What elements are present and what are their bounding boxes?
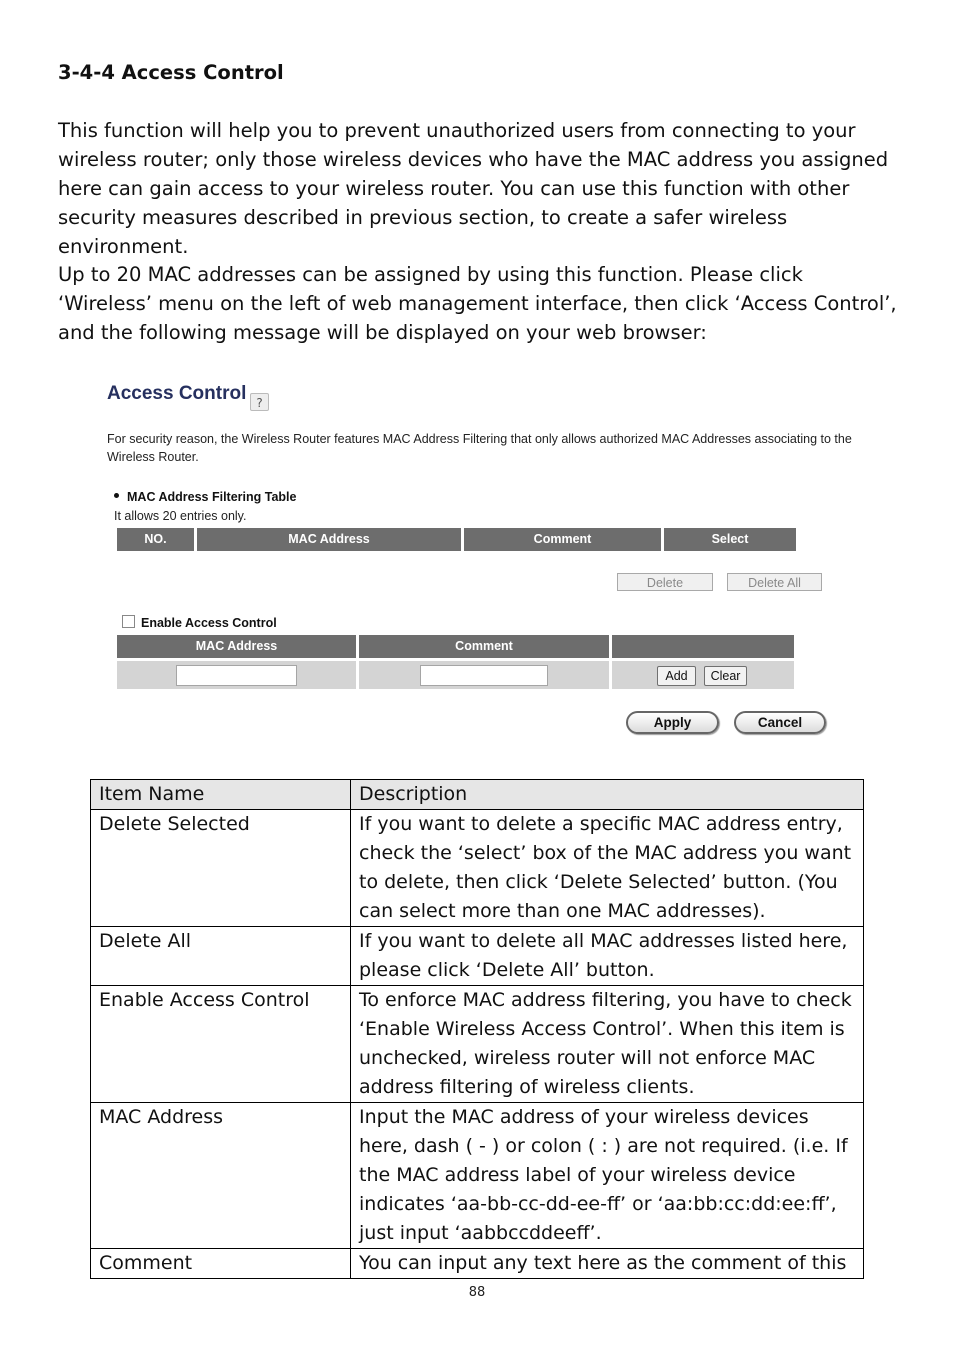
item-description: You can input any text here as the comment of this: [351, 1249, 864, 1279]
ui-description: For security reason, the Wireless Router features MAC Address Filtering that only allows authorized MAC Addresses associating to the Wireless Router.: [107, 432, 852, 464]
item-name: Delete Selected: [91, 810, 351, 927]
item-name: Comment: [91, 1249, 351, 1279]
enable-access-control-checkbox[interactable]: [122, 615, 135, 628]
intro-paragraph-1: This function will help you to prevent unauthorized users from connecting to your wireless router; only those wireless devices who have the MAC address you assigned here can gain access to your wireless router. You can use this function with other security measures described in previous section, to create a safer wireless environment.: [58, 119, 889, 258]
mac-address-input[interactable]: [176, 665, 297, 686]
filter-table-title: [114, 490, 296, 504]
input-header-comment: Comment: [359, 635, 609, 658]
apply-button[interactable]: Apply: [626, 711, 719, 734]
cancel-button[interactable]: Cancel: [734, 711, 826, 734]
add-button[interactable]: Add: [657, 666, 696, 686]
enable-access-control-row: [122, 616, 277, 630]
column-header-mac: MAC Address: [197, 528, 461, 551]
column-header-no: NO.: [117, 528, 194, 551]
clear-button[interactable]: Clear: [704, 666, 747, 686]
table-row: [91, 986, 864, 1103]
comment-input[interactable]: [420, 665, 548, 686]
column-header-comment: Comment: [464, 528, 661, 551]
intro-paragraph-2: Up to 20 MAC addresses can be assigned by using this function. Please click ‘Wireless’ menu on the left of web management interface, then click ‘Access Control’, and the following message will be displayed on your web browser:: [58, 263, 897, 344]
column-header-select: Select: [664, 528, 796, 551]
item-description: To enforce MAC address filtering, you have to check ‘Enable Wireless Access Control’. When this item is unchecked, wireless router will not enforce MAC address filtering of wireless clients.: [351, 986, 864, 1103]
table-header-row: [91, 780, 864, 810]
item-description-table: [90, 779, 864, 1279]
item-name: Delete All: [91, 927, 351, 986]
page-number: 88: [468, 1285, 486, 1300]
table-row: [91, 1249, 864, 1279]
item-name: Enable Access Control: [91, 986, 351, 1103]
filter-table-note: It allows 20 entries only.: [114, 509, 247, 523]
delete-all-button[interactable]: Delete All: [727, 573, 822, 591]
help-icon[interactable]: ?: [250, 393, 269, 411]
input-header-mac: MAC Address: [117, 635, 356, 658]
table-row: [91, 810, 864, 927]
item-description: If you want to delete all MAC addresses listed here, please click ‘Delete All’ button.: [351, 927, 864, 986]
item-name: MAC Address: [91, 1103, 351, 1249]
bullet-icon: [114, 493, 119, 498]
actions-cell: [612, 661, 794, 689]
item-description: Input the MAC address of your wireless devices here, dash ( - ) or colon ( : ) are not required. (i.e. If the MAC address label of your wireless device indicates ‘aa-bb-cc-dd-ee-ff’ or ‘aa:bb:cc:dd:ee:ff’, just input ‘aabbccddeeff’.: [351, 1103, 864, 1249]
item-description: If you want to delete a specific MAC address entry, check the ‘select’ box of the MAC address you want to delete, then click ‘Delete Selected’ button. (You can select more than one MAC addresses).: [351, 810, 864, 927]
table-row: [91, 927, 864, 986]
input-header-actions: [612, 635, 794, 658]
header-description: Description: [351, 780, 864, 810]
section-title: 3-4-4 Access Control: [58, 61, 284, 84]
table-row: [91, 1103, 864, 1249]
delete-button[interactable]: Delete: [617, 573, 713, 591]
ui-page-title: Access Control: [107, 383, 247, 404]
filter-table-title-text: MAC Address Filtering Table: [127, 490, 297, 504]
enable-access-control-label: Enable Access Control: [141, 616, 277, 630]
header-item-name: Item Name: [91, 780, 351, 810]
